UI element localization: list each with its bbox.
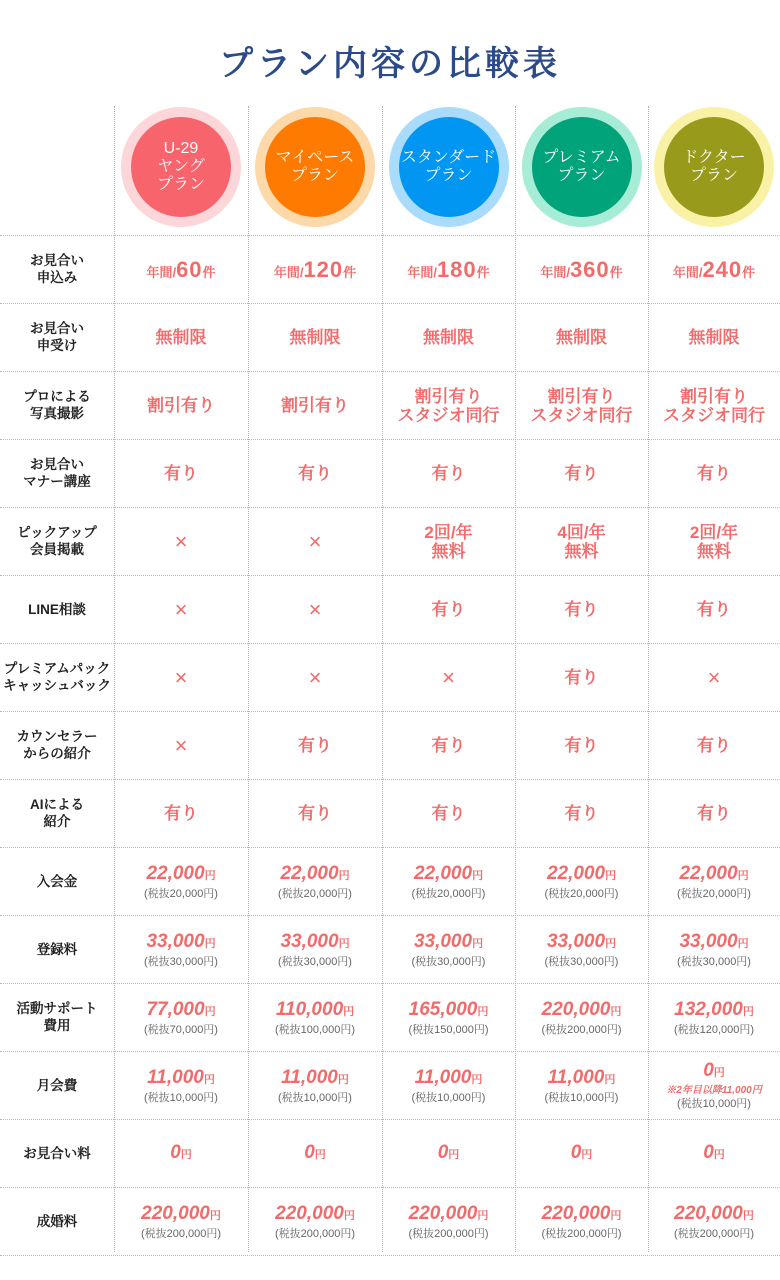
table-cell <box>114 1052 248 1119</box>
plan-badge <box>522 107 642 227</box>
cell-value: 有り <box>431 464 466 483</box>
yen-unit: 円 <box>472 869 484 882</box>
price-value <box>548 1067 616 1091</box>
price-value <box>147 1067 215 1091</box>
table-cell <box>515 984 648 1051</box>
count-value: 180 <box>436 256 477 282</box>
price-value <box>415 1067 483 1091</box>
table-cell <box>248 508 382 575</box>
price-amount: 0 <box>570 1141 582 1163</box>
price-amount: 33,000 <box>679 930 738 952</box>
count-value: 120 <box>303 256 344 282</box>
table-cell <box>114 576 248 643</box>
yen-unit: 円 <box>737 869 749 882</box>
table-cell <box>114 1188 248 1255</box>
cross-icon: × <box>174 664 188 690</box>
count-prefix: 年間/ <box>407 264 437 280</box>
cell-value: 無制限 <box>556 328 607 347</box>
cross-icon: × <box>174 528 188 554</box>
table-cell <box>382 780 515 847</box>
yen-unit: 円 <box>204 937 216 950</box>
row-label: お見合い 申込み <box>30 253 84 285</box>
row-label: お見合い マナー講座 <box>23 457 91 489</box>
cell-value: 割引有り <box>281 396 349 415</box>
price-value <box>146 931 215 955</box>
table-cell <box>114 984 248 1051</box>
table-cell <box>382 644 515 711</box>
price-amount: 11,000 <box>147 1066 204 1088</box>
row-label: LINE相談 <box>28 601 86 617</box>
cell-value: 有り <box>164 464 198 483</box>
price-amount: 0 <box>703 1141 714 1163</box>
tax-excluded-price: (税抜30,000円) <box>544 955 619 968</box>
count-prefix: 年間/ <box>540 264 570 280</box>
yen-unit: 円 <box>209 1209 221 1222</box>
table-cell <box>382 1120 515 1187</box>
tax-excluded-price: (税抜150,000円) <box>408 1023 489 1036</box>
price-amount: 165,000 <box>408 998 478 1020</box>
table-cell <box>248 1052 382 1119</box>
plan-badge <box>654 107 774 227</box>
yen-unit: 円 <box>314 1148 326 1161</box>
yen-unit: 円 <box>338 869 350 882</box>
table-cell <box>648 576 780 643</box>
cell-value: 有り <box>697 736 731 755</box>
table-cell <box>114 712 248 779</box>
count-suffix: 件 <box>202 264 216 280</box>
row-label: ピックアップ 会員掲載 <box>17 525 97 557</box>
tax-excluded-price: (税抜100,000円) <box>274 1023 356 1036</box>
table-cell <box>382 304 515 371</box>
count-value: 240 <box>702 256 743 282</box>
table-cell <box>114 1120 248 1187</box>
cell-value: 有り <box>164 804 198 823</box>
plan-badge <box>255 107 375 227</box>
table-cell <box>648 1120 780 1187</box>
count-prefix: 年間/ <box>672 264 703 280</box>
tax-excluded-price: (税抜120,000円) <box>673 1023 755 1036</box>
application-count <box>540 257 622 283</box>
table-cell <box>114 644 248 711</box>
yen-unit: 円 <box>610 1209 622 1222</box>
yen-unit: 円 <box>204 869 216 882</box>
cell-value: 有り <box>564 464 599 483</box>
table-cell <box>515 440 648 507</box>
plan-name: U-29 ヤング プラン <box>131 117 231 217</box>
tax-excluded-price: (税抜20,000円) <box>544 887 619 900</box>
price-value <box>146 999 215 1023</box>
yen-unit: 円 <box>737 937 749 950</box>
price-value <box>146 863 215 887</box>
table-cell <box>248 372 382 439</box>
table-cell <box>382 1052 515 1119</box>
cell-value: 有り <box>431 736 466 755</box>
price-amount: 132,000 <box>674 998 743 1020</box>
table-cell <box>515 1052 648 1119</box>
table-cell <box>648 916 780 983</box>
cross-icon: × <box>707 664 721 690</box>
plan-name: マイペース プラン <box>265 117 365 217</box>
yen-unit: 円 <box>610 1005 622 1018</box>
yen-unit: 円 <box>343 1005 355 1018</box>
table-cell <box>648 508 780 575</box>
yen-unit: 円 <box>180 1148 192 1161</box>
table-cell <box>114 780 248 847</box>
tax-excluded-price: (税抜20,000円) <box>144 887 218 900</box>
price-amount: 0 <box>304 1141 315 1163</box>
table-cell <box>382 916 515 983</box>
yen-unit: 円 <box>471 1073 483 1086</box>
table-cell <box>515 508 648 575</box>
yen-unit: 円 <box>604 1073 616 1086</box>
table-cell <box>515 848 648 915</box>
yen-unit: 円 <box>203 1073 215 1086</box>
tax-excluded-price: (税抜20,000円) <box>411 887 486 900</box>
table-cell <box>515 916 648 983</box>
table-cell <box>515 1120 648 1187</box>
row-label: プレミアムパック キャッシュバック <box>3 661 111 693</box>
table-cell <box>248 236 382 303</box>
cross-icon: × <box>308 664 322 690</box>
price-amount: 22,000 <box>146 862 205 884</box>
table-cell <box>648 1052 780 1119</box>
row-label: 活動サポート 費用 <box>16 1001 98 1033</box>
plan-name: プレミアム プラン <box>532 117 632 217</box>
cell-value: 無制限 <box>155 328 207 347</box>
price-value <box>542 1203 622 1227</box>
table-cell <box>382 508 515 575</box>
tax-excluded-price: (税抜200,000円) <box>408 1227 489 1240</box>
table-cell <box>248 440 382 507</box>
tax-excluded-price: (税抜70,000円) <box>144 1023 218 1036</box>
price-amount: 220,000 <box>275 1202 344 1224</box>
cross-icon: × <box>174 596 188 622</box>
tax-excluded-price: (税抜20,000円) <box>278 887 352 900</box>
price-value <box>409 999 489 1023</box>
yen-unit: 円 <box>448 1148 460 1161</box>
page-title: プラン内容の比較表 <box>219 44 561 84</box>
price-value <box>304 1142 326 1166</box>
table-cell <box>648 712 780 779</box>
tax-excluded-price: (税抜200,000円) <box>274 1227 356 1240</box>
count-suffix: 件 <box>609 264 623 280</box>
price-value <box>280 931 349 955</box>
count-prefix: 年間/ <box>146 264 177 280</box>
price-value <box>674 1203 754 1227</box>
plan-name: スタンダード プラン <box>399 117 499 217</box>
price-amount: 33,000 <box>280 930 339 952</box>
yen-unit: 円 <box>605 869 617 882</box>
table-cell <box>248 848 382 915</box>
yen-unit: 円 <box>581 1148 593 1161</box>
table-cell <box>248 712 382 779</box>
tax-excluded-price: (税抜200,000円) <box>673 1227 755 1240</box>
cell-value: 有り <box>697 600 731 619</box>
table-cell <box>248 644 382 711</box>
price-amount: 22,000 <box>280 862 339 884</box>
table-cell <box>648 644 780 711</box>
price-amount: 11,000 <box>281 1066 338 1088</box>
table-cell <box>648 372 780 439</box>
row-label: プロによる 写真撮影 <box>23 389 91 421</box>
application-count <box>274 257 356 283</box>
cell-value: 有り <box>298 464 332 483</box>
table-cell <box>114 236 248 303</box>
cell-value: 有り <box>431 600 466 619</box>
row-label: AIによる 紹介 <box>30 797 84 829</box>
yen-unit: 円 <box>713 1067 725 1079</box>
table-cell <box>248 780 382 847</box>
count-value: 360 <box>569 256 610 282</box>
tax-excluded-price: (税抜30,000円) <box>144 955 218 968</box>
yen-unit: 円 <box>477 1209 489 1222</box>
yen-unit: 円 <box>472 937 484 950</box>
price-value <box>280 863 349 887</box>
table-cell <box>382 372 515 439</box>
price-amount: 0 <box>703 1060 714 1081</box>
tax-excluded-price: (税抜200,000円) <box>140 1227 222 1240</box>
price-value <box>547 931 616 955</box>
cross-icon: × <box>174 732 188 758</box>
row-label: 成婚料 <box>36 1213 78 1229</box>
table-cell <box>114 916 248 983</box>
cell-value: 有り <box>564 668 599 687</box>
cell-value: 無制限 <box>289 328 341 347</box>
table-cell <box>248 916 382 983</box>
price-amount: 11,000 <box>414 1066 472 1088</box>
row-label: お見合い料 <box>23 1145 91 1161</box>
table-cell <box>248 576 382 643</box>
row-label: 入会金 <box>36 873 78 889</box>
table-cell <box>515 644 648 711</box>
price-value <box>409 1203 489 1227</box>
table-cell <box>515 576 648 643</box>
yen-unit: 円 <box>338 937 350 950</box>
price-value <box>703 1060 725 1084</box>
cell-value: 無制限 <box>423 328 474 347</box>
price-value <box>170 1142 192 1166</box>
tax-excluded-price: (税抜200,000円) <box>541 1227 622 1240</box>
table-cell <box>648 440 780 507</box>
price-value <box>275 1203 355 1227</box>
cell-value: 有り <box>697 804 731 823</box>
yen-unit: 円 <box>204 1005 216 1018</box>
yen-unit: 円 <box>742 1005 754 1018</box>
price-value <box>571 1142 593 1166</box>
count-suffix: 件 <box>742 264 756 280</box>
plan-badge <box>121 107 241 227</box>
count-suffix: 件 <box>476 264 490 280</box>
price-amount: 0 <box>437 1141 449 1163</box>
application-count <box>146 257 215 283</box>
tax-excluded-price: (税抜30,000円) <box>677 955 751 968</box>
price-amount: 33,000 <box>546 930 606 952</box>
table-cell <box>515 1188 648 1255</box>
table-cell <box>382 236 515 303</box>
price-value <box>438 1142 460 1166</box>
table-cell <box>248 1120 382 1187</box>
table-cell <box>382 848 515 915</box>
table-cell <box>248 1188 382 1255</box>
cell-value: 有り <box>298 736 332 755</box>
application-count <box>673 257 755 283</box>
price-amount: 220,000 <box>408 1202 478 1224</box>
table-cell <box>248 984 382 1051</box>
cell-value: 有り <box>431 804 466 823</box>
table-cell <box>515 372 648 439</box>
price-amount: 33,000 <box>146 930 205 952</box>
yen-unit: 円 <box>742 1209 754 1222</box>
table-cell <box>648 984 780 1051</box>
table-cell <box>515 304 648 371</box>
price-amount: 22,000 <box>546 862 606 884</box>
price-amount: 77,000 <box>146 998 205 1020</box>
cell-value: 割引有り <box>147 396 215 415</box>
cell-value: 有り <box>298 804 332 823</box>
table-cell <box>382 576 515 643</box>
price-value <box>414 931 483 955</box>
yen-unit: 円 <box>477 1005 489 1018</box>
row-label: お見合い 申受け <box>30 321 84 353</box>
yen-unit: 円 <box>337 1073 349 1086</box>
count-prefix: 年間/ <box>273 264 304 280</box>
price-amount: 220,000 <box>141 1202 210 1224</box>
table-cell <box>114 372 248 439</box>
row-label: カウンセラー からの紹介 <box>16 729 98 761</box>
application-count <box>407 257 489 283</box>
table-cell <box>382 440 515 507</box>
tax-excluded-price: (税抜200,000円) <box>541 1023 622 1036</box>
row-label: 月会費 <box>36 1077 78 1093</box>
cell-value: 2回/年 無料 <box>689 522 739 561</box>
cell-value: 割引有り スタジオ同行 <box>397 386 500 425</box>
tax-excluded-price: (税抜10,000円) <box>278 1091 352 1104</box>
yen-unit: 円 <box>343 1209 355 1222</box>
cell-value: 有り <box>564 600 599 619</box>
row-label: 登録料 <box>36 941 78 957</box>
table-cell <box>648 1188 780 1255</box>
tax-excluded-price: (税抜10,000円) <box>677 1098 751 1110</box>
table-cell <box>382 1188 515 1255</box>
price-value <box>414 863 483 887</box>
price-value <box>276 999 354 1023</box>
table-cell <box>382 712 515 779</box>
plan-name: ドクター プラン <box>664 117 764 217</box>
cross-icon: × <box>308 528 322 554</box>
price-amount: 220,000 <box>674 1202 743 1224</box>
table-cell <box>648 304 780 371</box>
price-note: ※2年目以降11,000円 <box>666 1085 762 1096</box>
tax-excluded-price: (税抜10,000円) <box>411 1091 486 1104</box>
price-amount: 11,000 <box>547 1066 605 1088</box>
cell-value: 有り <box>564 736 599 755</box>
cross-icon: × <box>308 596 322 622</box>
table-cell <box>515 236 648 303</box>
price-amount: 33,000 <box>413 930 473 952</box>
price-value <box>281 1067 349 1091</box>
price-value <box>703 1142 725 1166</box>
cell-value: 有り <box>697 464 731 483</box>
row-divider <box>0 1255 780 1256</box>
price-amount: 220,000 <box>541 1202 611 1224</box>
tax-excluded-price: (税抜10,000円) <box>144 1091 218 1104</box>
yen-unit: 円 <box>605 937 617 950</box>
table-cell <box>114 848 248 915</box>
table-cell <box>648 780 780 847</box>
price-amount: 0 <box>170 1141 181 1163</box>
table-cell <box>515 780 648 847</box>
price-value <box>547 863 616 887</box>
price-value <box>679 931 748 955</box>
count-suffix: 件 <box>343 264 357 280</box>
tax-excluded-price: (税抜10,000円) <box>544 1091 619 1104</box>
tax-excluded-price: (税抜30,000円) <box>278 955 352 968</box>
price-value <box>674 999 754 1023</box>
table-cell <box>248 304 382 371</box>
table-cell <box>114 508 248 575</box>
price-value <box>542 999 622 1023</box>
cell-value: 無制限 <box>688 328 740 347</box>
count-value: 60 <box>176 256 203 282</box>
cross-icon: × <box>442 664 455 690</box>
cell-value: 割引有り スタジオ同行 <box>530 386 633 425</box>
cell-value: 有り <box>564 804 599 823</box>
table-cell <box>515 712 648 779</box>
plan-badge <box>389 107 509 227</box>
yen-unit: 円 <box>713 1148 725 1161</box>
table-cell <box>648 236 780 303</box>
price-amount: 220,000 <box>541 998 611 1020</box>
price-value <box>679 863 748 887</box>
table-cell <box>114 304 248 371</box>
cell-value: 4回/年 無料 <box>557 522 606 561</box>
tax-excluded-price: (税抜20,000円) <box>677 887 751 900</box>
cell-value: 2回/年 無料 <box>424 522 473 561</box>
price-amount: 22,000 <box>413 862 473 884</box>
table-cell <box>114 440 248 507</box>
table-cell <box>382 984 515 1051</box>
price-amount: 22,000 <box>679 862 738 884</box>
tax-excluded-price: (税抜30,000円) <box>411 955 486 968</box>
price-value <box>141 1203 221 1227</box>
table-cell <box>648 848 780 915</box>
price-amount: 110,000 <box>275 998 344 1020</box>
cell-value: 割引有り スタジオ同行 <box>663 386 765 425</box>
